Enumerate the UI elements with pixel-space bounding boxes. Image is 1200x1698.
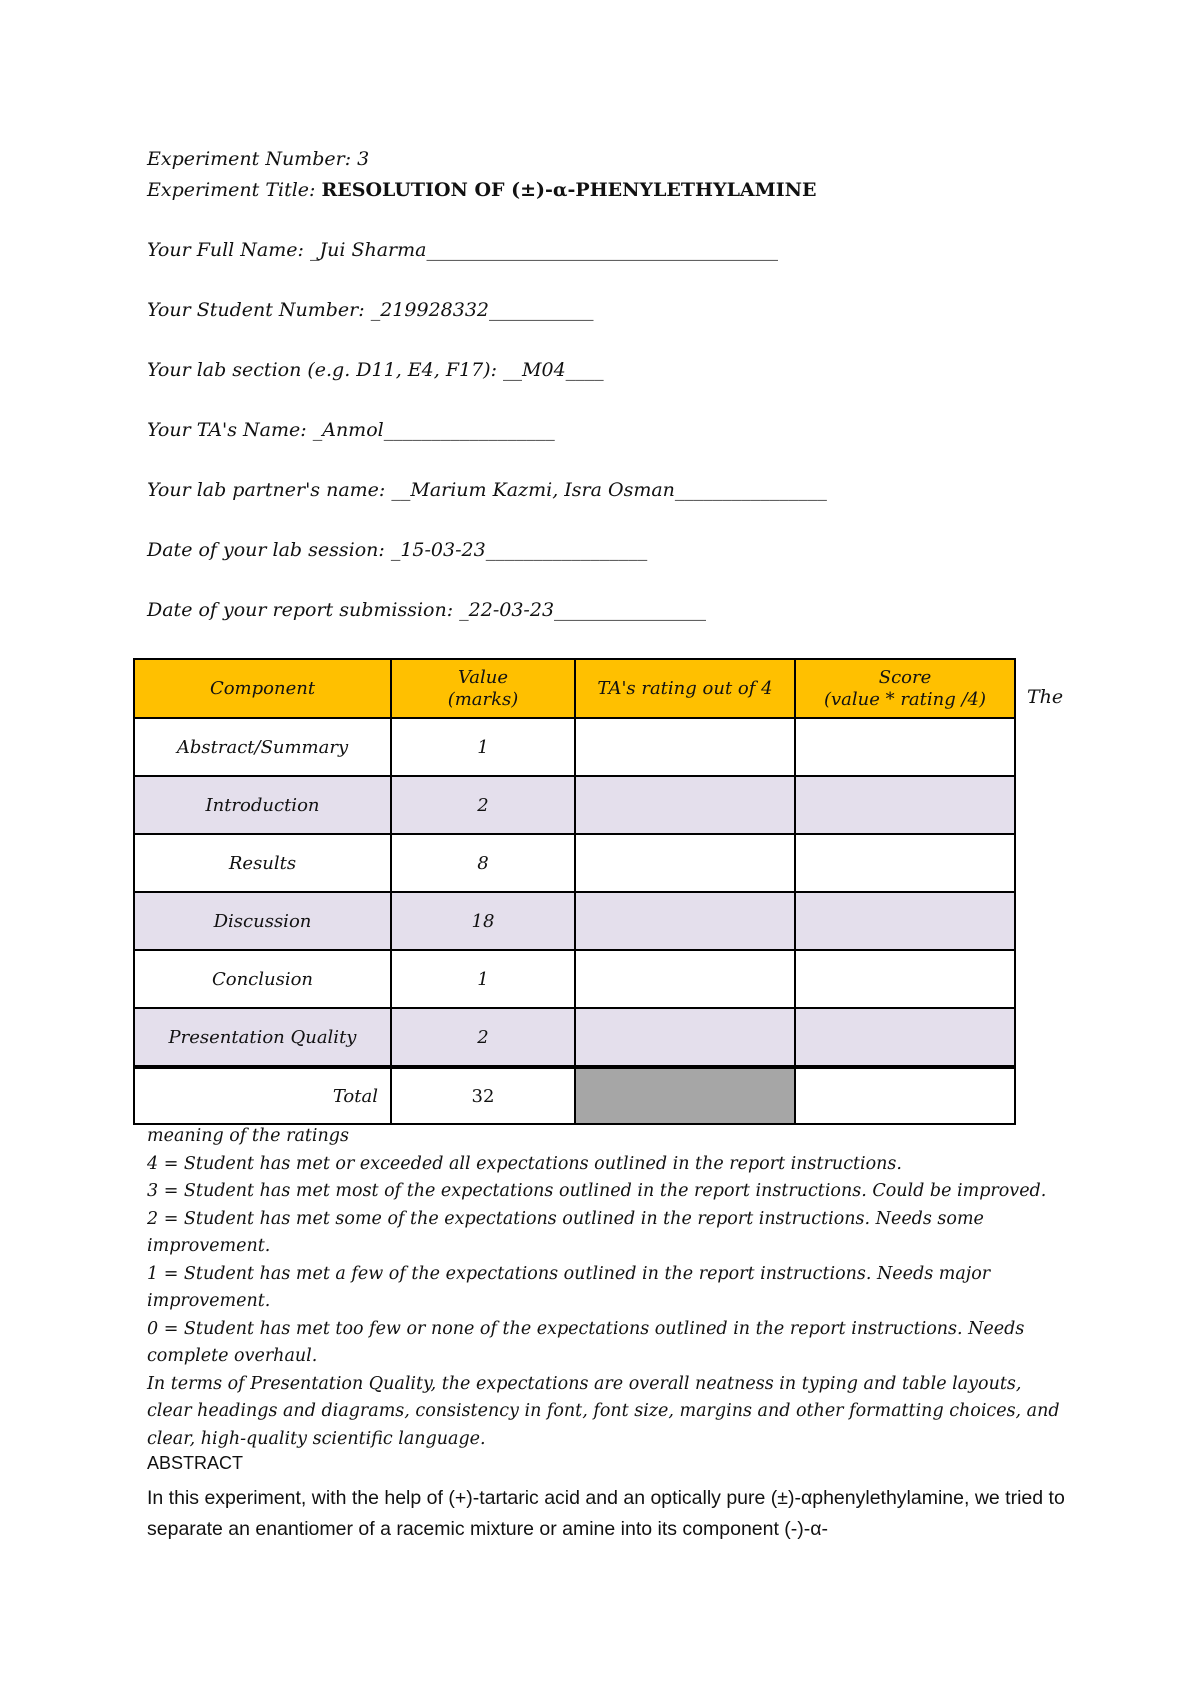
- total-label: Total: [134, 1067, 391, 1124]
- score-cell[interactable]: [795, 776, 1015, 834]
- row-component: Abstract/Summary: [134, 718, 391, 776]
- table-row: [134, 950, 1015, 1008]
- full-name-field: [147, 239, 778, 261]
- lab-section-label: Your lab section (e.g. D11, E4, F17):: [147, 359, 504, 381]
- side-text: The: [1027, 686, 1064, 708]
- table-row: [134, 718, 1015, 776]
- header-score-line1: Score: [878, 666, 932, 688]
- full-name-value: _Jui Sharma_____________________________________: [309, 239, 778, 261]
- score-cell[interactable]: [795, 950, 1015, 1008]
- header-score-line2: (value * rating /4): [823, 688, 987, 710]
- rating-cell[interactable]: [575, 834, 795, 892]
- table-row: [134, 1008, 1015, 1067]
- lab-section-value: __M04____: [503, 359, 604, 381]
- row-component: Conclusion: [134, 950, 391, 1008]
- lab-date-label: Date of your lab session:: [147, 539, 391, 561]
- score-cell[interactable]: [795, 718, 1015, 776]
- experiment-title-label: Experiment Title:: [147, 179, 322, 201]
- lab-partner-field: [147, 479, 827, 501]
- row-component: Presentation Quality: [134, 1008, 391, 1067]
- ratings-legend: [147, 1123, 1067, 1453]
- submission-date-value: _22-03-23________________: [459, 599, 707, 621]
- experiment-title-value: RESOLUTION OF (±)-α-PHENYLETHYLAMINE: [321, 179, 817, 201]
- total-value: 32: [391, 1067, 575, 1124]
- lab-date-value: _15-03-23_________________: [390, 539, 648, 561]
- header-rating: TA's rating out of 4: [575, 659, 795, 718]
- legend-rating-2: 2 = Student has met some of the expectations outlined in the report instructions. Needs some improvement.: [147, 1208, 984, 1256]
- table-row: [134, 892, 1015, 950]
- rating-cell[interactable]: [575, 950, 795, 1008]
- row-value: 1: [391, 718, 575, 776]
- score-cell[interactable]: [795, 834, 1015, 892]
- table-row: [134, 776, 1015, 834]
- header-value-line1: Value: [457, 666, 509, 688]
- rating-cell[interactable]: [575, 718, 795, 776]
- score-cell[interactable]: [795, 892, 1015, 950]
- table-row: [134, 834, 1015, 892]
- ta-name-label: Your TA's Name:: [147, 419, 313, 441]
- lab-partner-label: Your lab partner's name:: [147, 479, 392, 501]
- row-value: 2: [391, 776, 575, 834]
- total-rating-disabled-cell: [575, 1067, 795, 1124]
- legend-intro: meaning of the ratings: [147, 1126, 349, 1146]
- legend-rating-0: 0 = Student has met too few or none of the expectations outlined in the report instructions. Needs complete overhaul.: [147, 1318, 1025, 1366]
- grading-table-header: [134, 659, 1015, 718]
- lab-section-field: [147, 359, 604, 381]
- row-value: 2: [391, 1008, 575, 1067]
- rating-cell[interactable]: [575, 892, 795, 950]
- header-value: [391, 659, 575, 718]
- abstract-heading: ABSTRACT: [147, 1453, 244, 1473]
- abstract-body: In this experiment, with the help of (+)-tartaric acid and an optically pure (±)-αphenylethylamine, we tried to separate an enantiomer of a racemic mixture or amine into its component (-)-α-: [147, 1487, 1065, 1540]
- legend-presentation: In terms of Presentation Quality, the expectations are overall neatness in typing and table layouts, clear headings and diagrams, consistency in font, font size, margins and other formatting choices, and clear, high-quality scientific language.: [147, 1373, 1060, 1449]
- legend-rating-1: 1 = Student has met a few of the expectations outlined in the report instructions. Needs major improvement.: [147, 1263, 991, 1311]
- header-value-line2: (marks): [447, 688, 519, 710]
- ta-name-field: [147, 419, 555, 441]
- row-value: 1: [391, 950, 575, 1008]
- student-number-label: Your Student Number:: [147, 299, 371, 321]
- header-component: Component: [134, 659, 391, 718]
- experiment-title: [147, 179, 816, 201]
- student-number-field: [147, 299, 594, 321]
- legend-rating-4: 4 = Student has met or exceeded all expectations outlined in the report instructions.: [147, 1153, 902, 1174]
- submission-date-label: Date of your report submission:: [147, 599, 460, 621]
- ta-name-value: _Anmol__________________: [312, 419, 555, 441]
- rating-cell[interactable]: [575, 776, 795, 834]
- full-name-label: Your Full Name:: [147, 239, 310, 261]
- experiment-number: Experiment Number: 3: [147, 148, 370, 170]
- rating-cell[interactable]: [575, 1008, 795, 1067]
- row-component: Introduction: [134, 776, 391, 834]
- submission-date-field: [147, 599, 706, 621]
- legend-rating-3: 3 = Student has met most of the expectations outlined in the report instructions. Could be improved.: [147, 1181, 1047, 1201]
- student-number-value: _219928332___________: [370, 299, 594, 321]
- header-score: [795, 659, 1015, 718]
- lab-date-field: [147, 539, 647, 561]
- score-cell[interactable]: [795, 1008, 1015, 1067]
- row-component: Discussion: [134, 892, 391, 950]
- grading-table: [133, 658, 1016, 1125]
- row-component: Results: [134, 834, 391, 892]
- row-value: 18: [391, 892, 575, 950]
- total-score-cell[interactable]: [795, 1067, 1015, 1124]
- lab-partner-value: __Marium Kazmi, Isra Osman________________: [391, 479, 827, 501]
- total-row: [134, 1067, 1015, 1124]
- row-value: 8: [391, 834, 575, 892]
